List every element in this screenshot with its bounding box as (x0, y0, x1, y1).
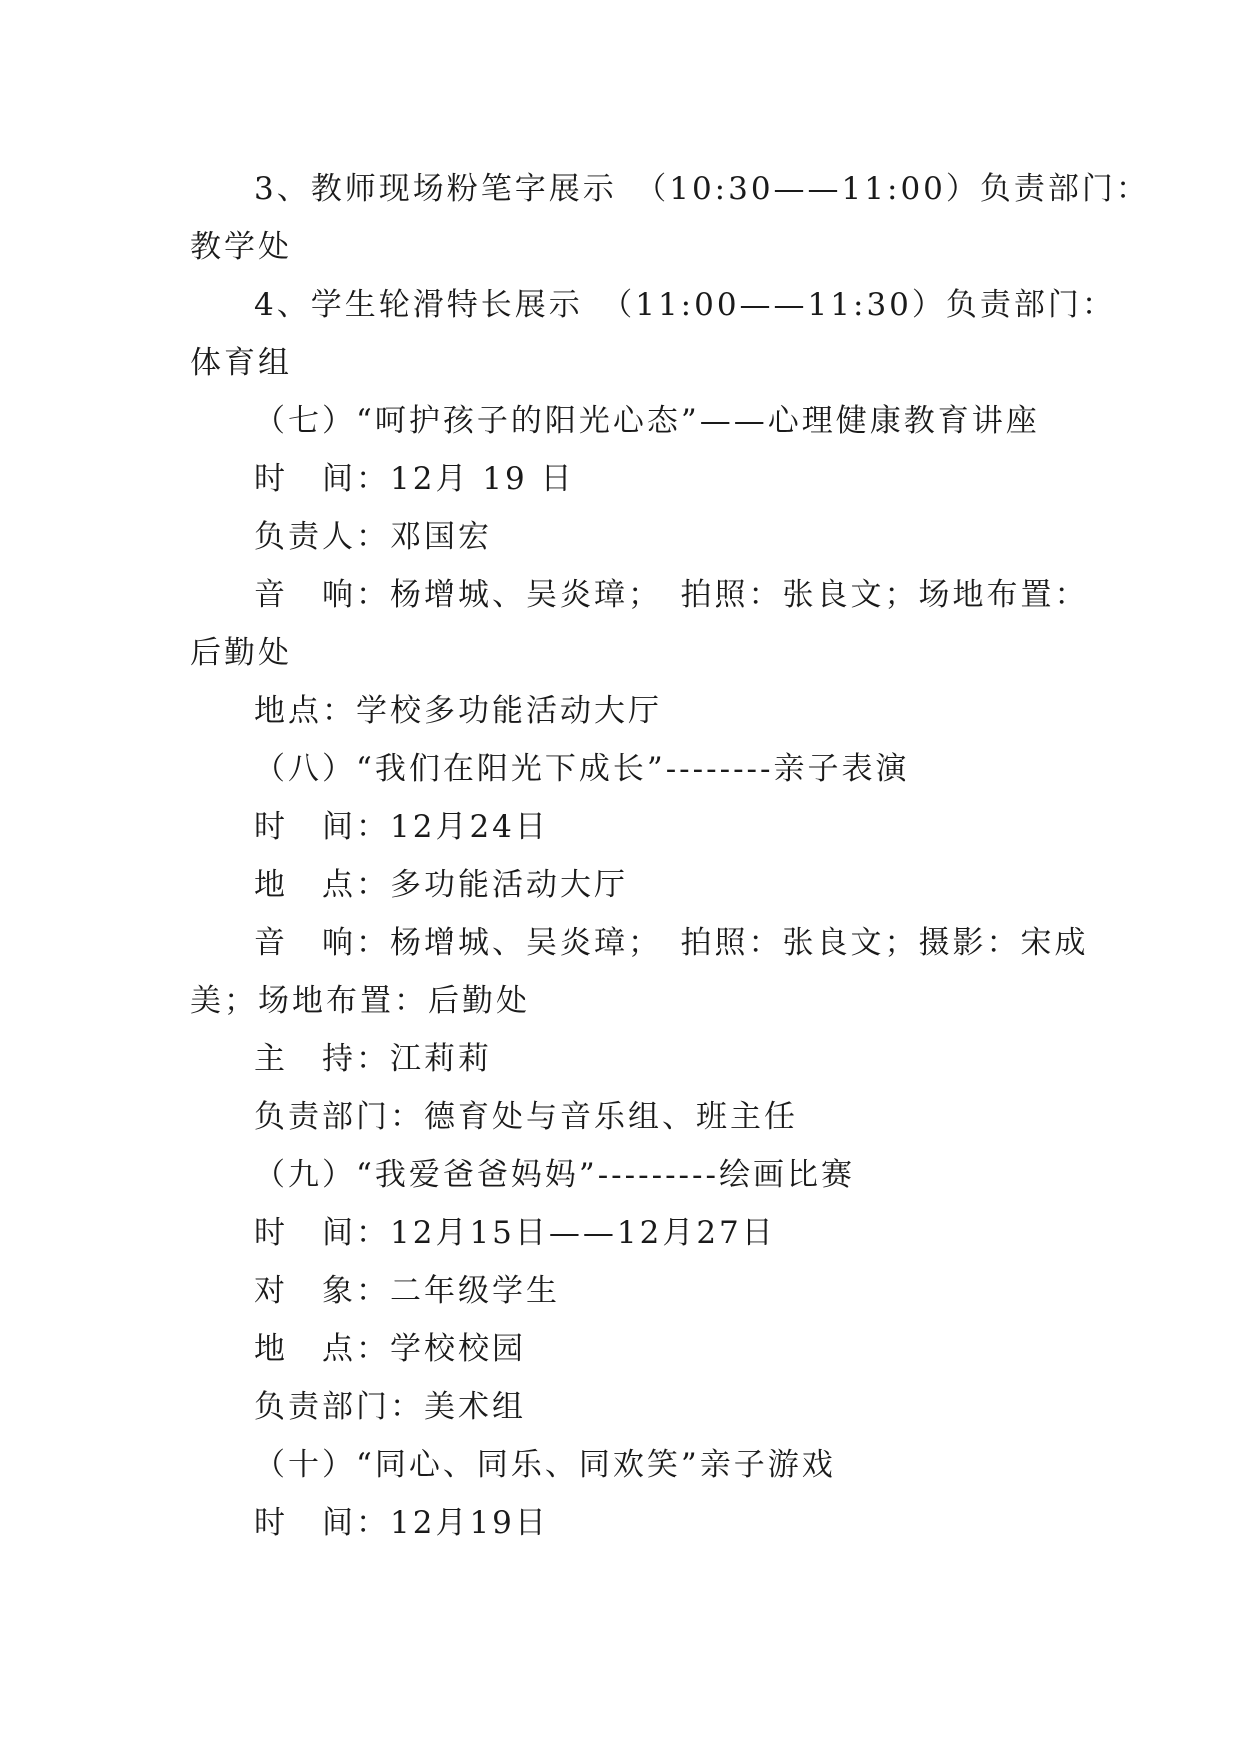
text-line: 负责人：邓国宏 (254, 519, 492, 555)
text-line: 时 间：12月 19 日 (254, 461, 575, 497)
section-heading: （十）“同心、同乐、同欢笑”亲子游戏 (254, 1447, 836, 1483)
section-heading: （七）“呵护孩子的阳光心态”——心理健康教育讲座 (254, 403, 1040, 439)
text-line: 地点：学校多功能活动大厅 (254, 693, 662, 729)
text-line: 4、学生轮滑特长展示 （11:00——11:30）负责部门： (254, 287, 1116, 323)
text-line: 地 点：学校校园 (254, 1331, 526, 1367)
document-body (190, 160, 1150, 1552)
text-line: 主 持：江莉莉 (254, 1041, 492, 1077)
text-line: 体育组 (190, 345, 292, 381)
text-line: 后勤处 (190, 635, 292, 671)
text-line: 音 响：杨增城、吴炎璋； 拍照：张良文；场地布置： (254, 577, 1089, 613)
text-line: 时 间：12月15日——12月27日 (254, 1215, 776, 1251)
text-line: 3、教师现场粉笔字展示 （10:30——11:00）负责部门： (254, 171, 1150, 207)
text-line: 负责部门：德育处与音乐组、班主任 (254, 1099, 798, 1135)
section-heading: （八）“我们在阳光下成长”--------亲子表演 (254, 751, 910, 787)
section-heading: （九）“我爱爸爸妈妈”---------绘画比赛 (254, 1157, 855, 1193)
text-line: 音 响：杨增城、吴炎璋； 拍照：张良文；摄影：宋成 (254, 925, 1089, 961)
text-line: 负责部门：美术组 (254, 1389, 526, 1425)
text-line: 教学处 (190, 229, 292, 265)
text-line: 对 象：二年级学生 (254, 1273, 560, 1309)
text-line: 地 点：多功能活动大厅 (254, 867, 628, 903)
text-line: 时 间：12月19日 (254, 1505, 549, 1541)
text-line: 时 间：12月24日 (254, 809, 549, 845)
text-line: 美；场地布置：后勤处 (190, 983, 530, 1019)
